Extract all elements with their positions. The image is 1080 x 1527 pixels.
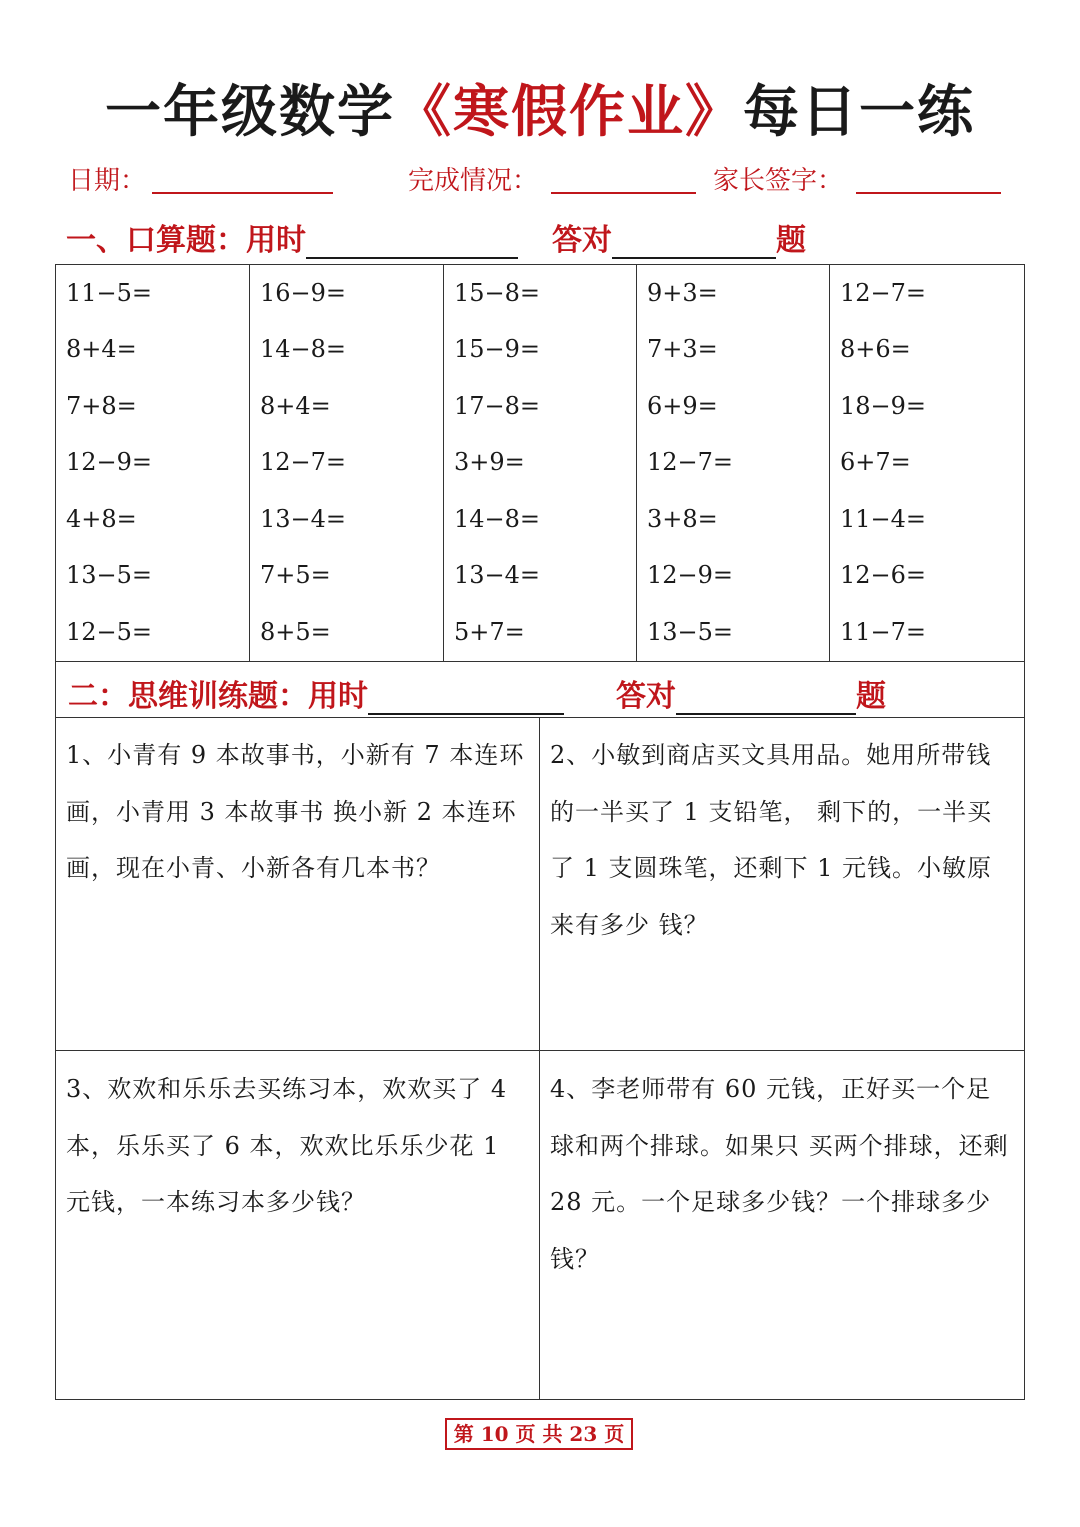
calc-item: 11−7=: [840, 618, 927, 646]
section1-correct-blank[interactable]: [612, 229, 776, 259]
section1-heading: [66, 215, 806, 259]
calc-item: 8+6=: [840, 335, 911, 363]
section1-correct-label: 答对: [552, 223, 612, 258]
calc-item: 14−8=: [260, 335, 347, 363]
section2-correct-label: 答对: [616, 679, 676, 714]
section2-time-blank[interactable]: [368, 685, 564, 715]
title-suffix: 每日一练: [743, 79, 975, 145]
page-number: 第 10 页 共 23 页: [445, 1418, 633, 1450]
calc-item: 12−9=: [66, 448, 153, 476]
calc-item: 11−4=: [840, 505, 927, 533]
section1-unit: 题: [776, 223, 806, 258]
calc-item: 17−8=: [454, 392, 541, 420]
calc-item: 16−9=: [260, 279, 347, 307]
problem-2: 2、小敏到商店买文具用品。她用所带钱的一半买了 1 支铅笔， 剩下的，一半买了 1 支圆珠笔，还剩下 1 元钱。小敏原来有多少 钱？: [550, 741, 993, 939]
calc-column-2: [250, 265, 444, 661]
date-blank[interactable]: [152, 192, 333, 194]
calc-item: 15−8=: [454, 279, 541, 307]
calc-item: 13−5=: [66, 561, 153, 589]
problem-1: 1、小青有 9 本故事书，小新有 7 本连环画，小青用 3 本故事书 换小新 2 本连环画，现在小青、小新各有几本书？: [66, 741, 525, 882]
calc-item: 5+7=: [454, 618, 525, 646]
calc-column-4: [637, 265, 830, 661]
calc-column-5: [830, 265, 1024, 661]
problem-4: 4、李老师带有 60 元钱，正好买一个足球和两个排球。如果只 买两个排球，还剩 28 元。一个足球多少钱？一个排球多少钱？: [550, 1075, 1009, 1273]
calc-item: 12−7=: [260, 448, 347, 476]
calc-item: 12−5=: [66, 618, 153, 646]
calc-item: 15−9=: [454, 335, 541, 363]
calc-item: 12−6=: [840, 561, 927, 589]
info-row: [68, 160, 1008, 200]
section2-heading: [68, 671, 886, 715]
calc-item: 12−9=: [647, 561, 734, 589]
divider: [56, 661, 1024, 662]
calc-item: 13−4=: [454, 561, 541, 589]
calc-item: 6+9=: [647, 392, 718, 420]
date-label: 日期：: [68, 166, 147, 196]
parent-signature-blank[interactable]: [856, 192, 1001, 194]
status-blank[interactable]: [551, 192, 696, 194]
calc-column-3: [444, 265, 637, 661]
calc-column-1: [56, 265, 250, 661]
calc-item: 3+8=: [647, 505, 718, 533]
calc-item: 3+9=: [454, 448, 525, 476]
page-title: [0, 68, 1080, 148]
section2-unit: 题: [856, 679, 886, 714]
calc-item: 4+8=: [66, 505, 137, 533]
section2-correct-blank[interactable]: [676, 685, 856, 715]
calc-item: 14−8=: [454, 505, 541, 533]
calc-item: 18−9=: [840, 392, 927, 420]
title-prefix: 一年级数学: [105, 79, 395, 145]
worksheet-grid: [55, 264, 1025, 1400]
calc-item: 9+3=: [647, 279, 718, 307]
calc-item: 13−5=: [647, 618, 734, 646]
calc-item: 7+8=: [66, 392, 137, 420]
calc-item: 13−4=: [260, 505, 347, 533]
section1-label: 一、口算题：用时: [66, 223, 306, 258]
section1-time-blank[interactable]: [306, 229, 518, 259]
calc-item: 11−5=: [66, 279, 153, 307]
calc-item: 12−7=: [840, 279, 927, 307]
section2-label: 二：思维训练题：用时: [68, 679, 368, 714]
calc-item: 6+7=: [840, 448, 911, 476]
calc-item: 12−7=: [647, 448, 734, 476]
status-label: 完成情况：: [408, 166, 539, 196]
calc-item: 7+3=: [647, 335, 718, 363]
calc-item: 8+5=: [260, 618, 331, 646]
calc-item: 8+4=: [260, 392, 331, 420]
title-red: 《寒假作业》: [395, 79, 743, 145]
parent-label: 家长签字：: [713, 166, 844, 196]
problem-3: 3、欢欢和乐乐去买练习本，欢欢买了 4 本，乐乐买了 6 本，欢欢比乐乐少花 1 元钱，一本练习本多少钱？: [66, 1075, 508, 1216]
calc-item: 7+5=: [260, 561, 331, 589]
calc-item: 8+4=: [66, 335, 137, 363]
